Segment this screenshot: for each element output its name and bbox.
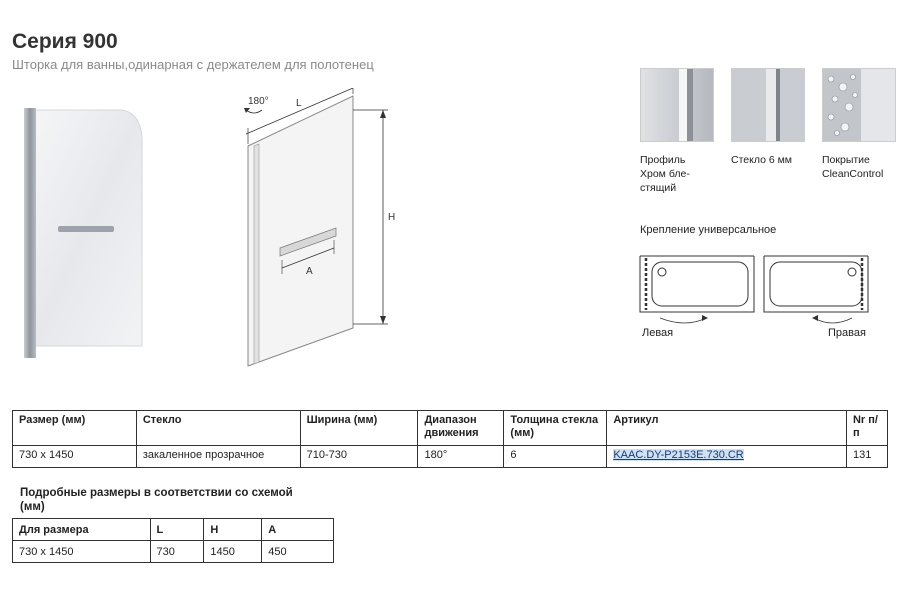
feature-glass bbox=[731, 68, 821, 167]
table-cell: закаленное прозрачное bbox=[136, 446, 300, 468]
table-cell: 180° bbox=[418, 446, 504, 468]
table-cell bbox=[607, 446, 847, 468]
coating-photo bbox=[822, 68, 896, 142]
page-title: Серия 900 bbox=[12, 30, 118, 53]
feature-caption: Покрытие CleanControl bbox=[822, 154, 884, 180]
dimensions-heading: Подробные размеры в соответствии со схемой (мм) bbox=[20, 487, 293, 513]
table-row bbox=[13, 446, 888, 468]
feature-caption: Стекло 6 мм bbox=[731, 154, 793, 166]
table-cell: 131 bbox=[846, 446, 887, 468]
column-header: Ширина (мм) bbox=[300, 411, 418, 446]
table-header-row bbox=[13, 411, 888, 446]
spec-table bbox=[12, 410, 888, 468]
profile-chrome-photo bbox=[640, 68, 714, 142]
table-cell: 710-730 bbox=[300, 446, 418, 468]
dimensions-table bbox=[12, 518, 334, 563]
feature-caption: Профиль Хром бле- стящий bbox=[640, 154, 690, 194]
table-cell: 1450 bbox=[204, 541, 262, 563]
table-header-row bbox=[13, 519, 334, 541]
rotation-label: 180° bbox=[248, 96, 269, 107]
column-header: Артикул bbox=[607, 411, 847, 446]
product-photo bbox=[18, 108, 150, 360]
table-cell: 730 bbox=[150, 541, 204, 563]
table-cell: 6 bbox=[504, 446, 607, 468]
dimension-a-label: A bbox=[306, 266, 313, 277]
column-header: Для размера bbox=[13, 519, 151, 541]
column-header: Диапазон движения bbox=[418, 411, 504, 446]
column-header: Размер (мм) bbox=[13, 411, 137, 446]
dimension-h-label: H bbox=[388, 212, 396, 223]
table-row bbox=[13, 541, 334, 563]
dimension-l-label: L bbox=[296, 98, 302, 109]
mounting-right-label: Правая bbox=[828, 327, 866, 339]
feature-coating bbox=[822, 68, 900, 181]
table-cell: 730 x 1450 bbox=[13, 541, 151, 563]
glass-photo bbox=[731, 68, 805, 142]
page-subtitle: Шторка для ванны,одинарная с держателем для полотенец bbox=[12, 57, 374, 72]
column-header: H bbox=[204, 519, 262, 541]
mounting-title: Крепление универсальное bbox=[640, 224, 777, 236]
column-header: Nr п/п bbox=[846, 411, 887, 446]
mounting-left-label: Левая bbox=[642, 327, 674, 339]
column-header: Толщина стекла (мм) bbox=[504, 411, 607, 446]
column-header: Стекло bbox=[136, 411, 300, 446]
dimension-scheme bbox=[228, 88, 408, 378]
feature-profile bbox=[640, 68, 730, 195]
column-header: A bbox=[262, 519, 334, 541]
column-header: L bbox=[150, 519, 204, 541]
mounting-diagram bbox=[636, 244, 876, 354]
article-link[interactable]: KAAC.DY-P2153E.730.CR bbox=[613, 449, 744, 461]
table-cell: 450 bbox=[262, 541, 334, 563]
table-cell: 730 x 1450 bbox=[13, 446, 137, 468]
